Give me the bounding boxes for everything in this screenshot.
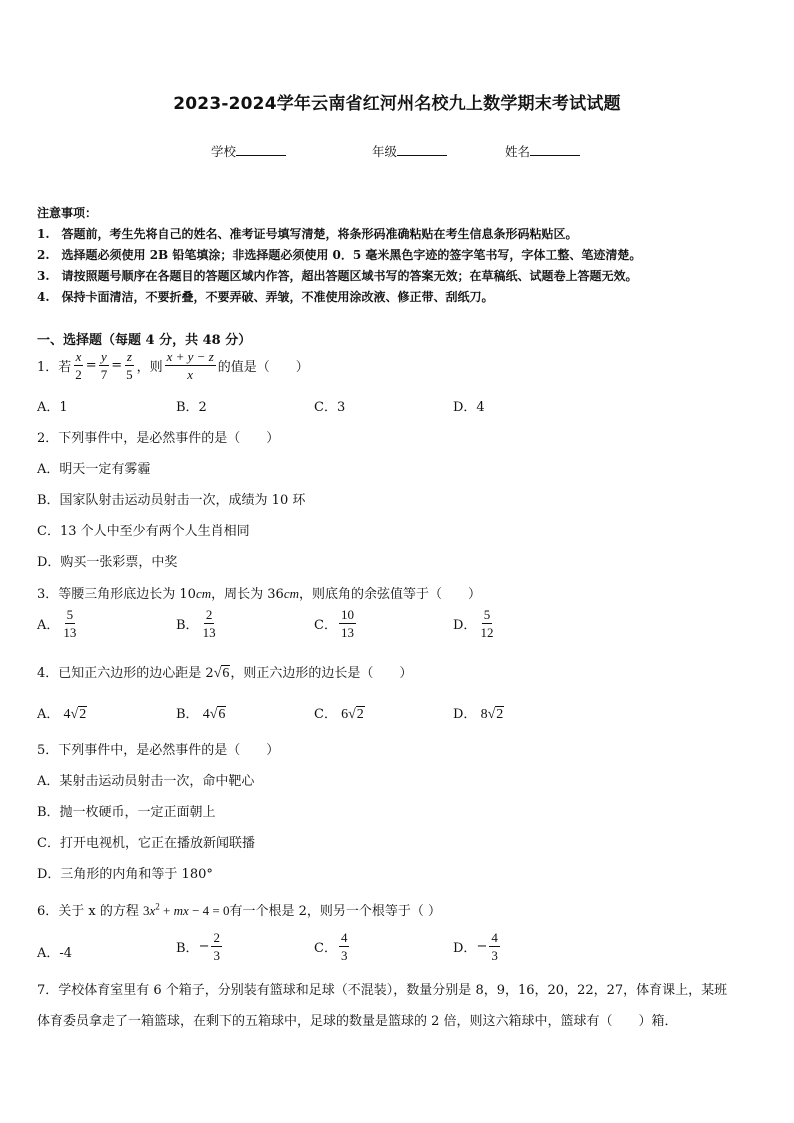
- q4-option-c[interactable]: C． 6√2: [314, 707, 364, 722]
- q4-option-b[interactable]: B． 4√6: [176, 707, 226, 722]
- question-2: 2．下列事件中，是必然事件的是（ ）: [37, 431, 280, 446]
- notice-item-2: 2. 选择题必须使用 2B 铅笔填涂；非选择题必须使用 0．5 毫米黑色字迹的签字笔书写，字体工整、笔迹清楚。: [37, 248, 642, 262]
- question-1: [37, 349, 309, 382]
- q1-option-d[interactable]: D．4: [453, 400, 485, 415]
- question-6: 6．关于 x 的方程 $3x^2$ + mx − 4 = 0有一个根是 2，则另一个根等于（ ）: [37, 901, 442, 919]
- q2-option-d[interactable]: D．购买一张彩票，中奖: [37, 555, 178, 570]
- question-3: 3．等腰三角形底边长为 10cm，周长为 36cm，则底角的余弦值等于（ ）: [37, 586, 481, 602]
- q4-option-a[interactable]: A． 4√2: [37, 707, 87, 722]
- notice-item-1: 1. 答题前，考生先将自己的姓名、准考证号填写清楚，将条形码准确粘贴在考生信息条形码粘贴区。: [37, 227, 578, 241]
- q5-option-d[interactable]: D．三角形的内角和等于 180°: [37, 867, 213, 882]
- q6-option-b[interactable]: B． − $\frac{2}{3}$: [176, 930, 220, 963]
- q3-option-a[interactable]: A． $\frac{5}{13}$: [37, 607, 77, 640]
- q1-tail: 的值是（ ）: [217, 360, 309, 375]
- q6-equation: $3x^2$ + mx − 4 = 0: [143, 901, 230, 918]
- q1-frac-x: $\frac{x}{2}$: [75, 349, 82, 382]
- question-7-line-1: 7．学校体育室里有 6 个箱子，分别装有篮球和足球（不混装），数量分别是 8，9，16，20，22，27，体育课上，某班: [37, 983, 728, 998]
- grade-label: 年级: [372, 144, 398, 159]
- notice-heading: 注意事项：: [37, 206, 98, 220]
- notice-item-3: 3. 请按照题号顺序在各题目的答题区域内作答，超出答题区域书写的答案无效；在草稿纸、试题卷上答题无效。: [37, 269, 638, 283]
- q1-frac-y: $\frac{y}{7}$: [100, 349, 108, 382]
- grade-blank[interactable]: [397, 143, 447, 156]
- q5-option-a[interactable]: A．某射击运动员射击一次，命中靶心: [37, 774, 255, 789]
- q3-option-c[interactable]: C． $\frac{10}{13}$: [314, 607, 354, 640]
- name-field: [505, 142, 580, 160]
- q6-option-c[interactable]: C． $\frac{4}{3}$: [314, 930, 348, 963]
- q3-option-b[interactable]: B． $\frac{2}{13}$: [176, 607, 216, 640]
- q4-option-d[interactable]: D． 8√2: [453, 707, 504, 722]
- q6-option-a[interactable]: A．-4: [37, 946, 73, 961]
- q1-option-a[interactable]: A．1: [37, 400, 68, 415]
- question-4: 4．已知正六边形的边心距是 2√6，则正六边形的边长是（ ）: [37, 666, 413, 681]
- q1-frac-expr: $\frac{x + y - z}{x}$: [166, 349, 214, 382]
- q1-option-c[interactable]: C．3: [314, 400, 346, 415]
- q3-option-d[interactable]: D． $\frac{5}{12}$: [453, 607, 494, 640]
- sqrt-symbol: √6: [213, 666, 230, 681]
- q5-option-c[interactable]: C．打开电视机，它正在播放新闻联播: [37, 836, 255, 851]
- equals-sign: =: [85, 358, 97, 373]
- unit-cm: cm: [283, 586, 299, 601]
- question-7-line-2: 体育委员拿走了一箱篮球，在剩下的五箱球中，足球的数量是篮球的 2 倍，则这六箱球中，篮球有（ ）箱．: [37, 1014, 678, 1029]
- q1-mid: ，则: [136, 360, 163, 375]
- name-blank[interactable]: [530, 143, 580, 156]
- unit-cm: cm: [195, 586, 212, 601]
- section-heading: 一、选择题（每题 4 分，共 48 分）: [37, 333, 252, 348]
- question-5: 5．下列事件中，是必然事件的是（ ）: [37, 743, 280, 758]
- q6-option-d[interactable]: D． − $\frac{4}{3}$: [453, 930, 498, 963]
- q1-prefix: 1．若: [37, 360, 72, 375]
- notice-item-4: 4. 保持卡面清洁，不要折叠，不要弄破、弄皱，不准使用涂改液、修正带、刮纸刀。: [37, 290, 494, 304]
- q5-option-b[interactable]: B．抛一枚硬币，一定正面朝上: [37, 805, 216, 820]
- school-blank[interactable]: [236, 143, 286, 156]
- grade-field: [372, 142, 447, 160]
- page-title: 2023-2024学年云南省红河州名校九上数学期末考试试题: [173, 94, 621, 114]
- school-label: 学校: [211, 144, 237, 159]
- q1-option-b[interactable]: B．2: [176, 400, 207, 415]
- q2-option-b[interactable]: B．国家队射击运动员射击一次，成绩为 10 环: [37, 493, 306, 508]
- q2-option-a[interactable]: A．明天一定有雾霾: [37, 462, 151, 477]
- q2-option-c[interactable]: C．13 个人中至少有两个人生肖相同: [37, 524, 250, 539]
- equals-sign: =: [111, 358, 123, 373]
- school-field: [211, 142, 286, 160]
- name-label: 姓名: [505, 144, 531, 159]
- q1-frac-z: $\frac{z}{5}$: [126, 349, 133, 382]
